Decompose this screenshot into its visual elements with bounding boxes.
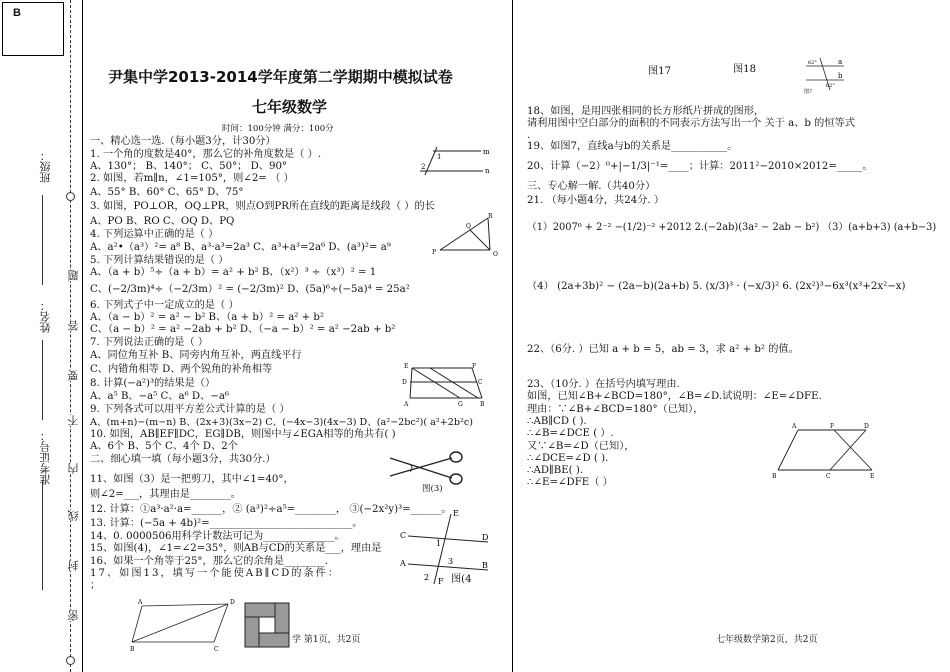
question-19: 19、如图7，直线a与b的关系是___________。 <box>527 141 738 152</box>
proof-line-7: ∴∠E=∠DFE（ ） <box>527 477 613 488</box>
figure-18-squares <box>244 602 290 648</box>
question-13: 13. 计算：(−5a + 4b)²=____________________________。 <box>90 518 363 529</box>
binding-hole <box>66 192 75 201</box>
question-20: 20、计算（−2）⁰+|−1/3|⁻¹=____；计算：2011²−2010×2012=_____。 <box>527 161 873 172</box>
proof-line-3: ∴∠B=∠DCE ( ）. <box>527 428 614 439</box>
exam-subtitle: 七年级数学 <box>252 98 328 116</box>
q23-a-label: A <box>792 423 797 430</box>
q10-f-label: F <box>472 363 477 370</box>
seal-char: 要 <box>67 370 80 381</box>
proof-line-1: 理由：∵∠B+∠BCD=180°（已知）， <box>527 404 704 415</box>
proof-line-6: ∴AD∥BE( ). <box>527 465 584 476</box>
figure-18-caption: 图18 <box>733 64 757 75</box>
question-11-line2: 则∠2=___，其理由是________。 <box>90 489 241 500</box>
seal-char: 内 <box>67 463 80 474</box>
seal-char: 封 <box>67 560 80 571</box>
question-23-statement: 如图，已知∠B+∠BCD=180°，∠B=∠D.试说明：∠E=∠DFE. <box>527 391 822 402</box>
question-8-options: A、a⁵ B、−a⁵ C、a⁶ D、−a⁶ <box>90 391 229 402</box>
question-4: 4. 下列运算中正确的是（ ） <box>90 229 219 240</box>
q2-figure <box>415 145 490 177</box>
code-box-label: B <box>13 7 21 19</box>
question-23: 23、（10分. ）在括号内填写理由. <box>527 379 680 390</box>
exam-meta: 时间：100分钟 满分：100分 <box>222 124 334 134</box>
question-10-options: A、6个 B、5个 C、4个 D、2个 <box>90 441 238 452</box>
fig13-a-label: A <box>138 599 143 606</box>
fig7-a-label: a <box>838 58 843 66</box>
seal-char: 密 <box>67 610 80 621</box>
class-field-line <box>42 195 43 285</box>
section-3-heading: 三、专心解一解.（共40分） <box>527 181 656 192</box>
q10-c-label: C <box>478 379 483 386</box>
question-5-options-ab: A、（a + b）⁵÷（a + b）= a² + b² B、（x²）³ ÷（x³）² = 1 <box>90 267 377 278</box>
binding-hole <box>66 656 75 665</box>
q2-n-label: n <box>485 167 490 175</box>
right-footer: 七年级数学第2页，共2页 <box>716 635 818 645</box>
q23-e-label: E <box>870 473 875 480</box>
ticket-field-line <box>42 480 43 590</box>
question-21: 21. （每小题4分，共24分. ） <box>527 195 665 206</box>
question-17-line2: ； <box>90 580 101 591</box>
page-divider <box>512 0 513 672</box>
q23-figure <box>768 420 880 482</box>
q10-figure <box>400 360 490 408</box>
question-4-options: A、a²•（a³）²= a⁸ B、a³·a³=2a³ C、a³+a³=2a⁶ D、(a³)²= a⁹ <box>90 242 391 253</box>
question-5: 5. 下列计算结果错误的是（ ） <box>90 255 229 266</box>
question-11-line1: 11、如图（3）是一把剪刀，其中∠1=40°， <box>90 474 294 485</box>
question-7-options-cd: C、内错角相等 D、两个锐角的补角相等 <box>90 364 273 375</box>
question-6: 6. 下列式子中一定成立的是（ ） <box>90 300 239 311</box>
exam-title: 尹集中学2013-2014学年度第二学期期中模拟试卷 <box>108 68 453 86</box>
fig13-b-label: B <box>130 646 135 652</box>
name-field-line <box>42 340 43 420</box>
q10-g-label: G <box>458 401 463 408</box>
q3-p-label: P <box>432 249 437 256</box>
q23-c-label: C <box>826 473 831 480</box>
question-6-options-cd: C、（a − b）² = a² −2ab + b² D、（−a − b）² = a² −2ab + b² <box>90 324 396 335</box>
q3-r-label: R <box>488 213 493 220</box>
fig13-c-label: C <box>214 646 219 652</box>
q10-b-label: B <box>480 401 485 408</box>
q10-e-label: E <box>404 363 409 370</box>
fig4-angle-3: 3 <box>448 557 454 566</box>
question-1: 1. 一个角的度数是40°，那么它的补角度数是（ ）. <box>90 149 322 160</box>
question-16: 16、如果一个角等于25°，那么它的余角是________. <box>90 556 329 567</box>
q2-angle-2: 2 <box>421 163 426 171</box>
seal-char: 题 <box>67 270 80 281</box>
question-3: 3. 如图，PO⊥OR，OQ⊥PR，则点O到PR所在直线的距离是线段（ ）的长 <box>90 201 435 212</box>
fig4-b-label: B <box>482 561 488 570</box>
q10-a-label: A <box>404 401 409 408</box>
page-border-left <box>82 0 83 672</box>
q2-angle-1: 1 <box>437 153 442 161</box>
q10-d-label: D <box>402 379 407 386</box>
fig7-angle-top: 62° <box>808 60 817 66</box>
q3-figure <box>432 212 502 258</box>
fig7-b-label: b <box>838 72 843 80</box>
fig4-c-label: C <box>400 531 407 540</box>
fig13-d-label: D <box>230 599 235 606</box>
figure-13 <box>130 598 250 652</box>
question-1-options: A、130°； B、140°； C、50°； D、90° <box>90 161 288 172</box>
q3-q-label: Q <box>466 223 471 230</box>
seal-char: 线 <box>67 510 80 521</box>
question-5-options-cd: C、(−2/3m)⁴÷（−2/3m）² = (−2/3m)² D、(5a)⁶÷(−5a)⁴ = 25a² <box>90 284 410 295</box>
question-2-options: A、55° B、60° C、65° D、75° <box>90 187 244 198</box>
figure-7 <box>800 56 850 96</box>
question-7: 7. 下列说法正确的是（ ） <box>90 337 209 348</box>
ticket-label: 准考证号： <box>39 430 52 485</box>
name-label: 姓名： <box>39 300 52 333</box>
question-10: 10. 如图，AB∥EF∥DC，EG∥DB，则图中与∠EGA相等的角共有( ) <box>90 429 396 440</box>
fig7-angle-bottom: 62° <box>826 83 835 89</box>
left-footer: 学 第1页，共2页 <box>292 635 361 645</box>
question-21-row1: （1）2007⁰ + 2⁻² −(1/2)⁻² +2012 2.(−2ab)(3a² − 2ab − b²) （3）(a+b+3) (a+b−3) <box>527 222 937 233</box>
question-7-options-ab: A、同位角互补 B、同旁内角互补，两直线平行 <box>90 350 302 361</box>
question-22: 22、（6分. ）已知 a + b = 5，ab = 3，求 a² + b² 的值。 <box>527 344 799 355</box>
q3-o-label: O <box>493 251 498 258</box>
question-8: 8. 计算(−a²)³的结果是（） <box>90 378 216 389</box>
proof-line-5: ∴∠DCE=∠D ( ). <box>527 453 609 464</box>
question-2: 2. 如图，若m∥n，∠1=105°，则∠2= （ ） <box>90 173 294 184</box>
question-17-line1: 17、如图13，填写一个能使AB∥CD的条件： <box>90 568 341 579</box>
fig4-a-label: A <box>400 559 406 568</box>
q2-m-label: m <box>483 148 490 156</box>
question-15: 15、如图(4)，∠1=∠2=35°，则AB与CD的关系是___，理由是 <box>90 543 382 554</box>
figure-3-caption: 图(3) <box>422 484 443 494</box>
question-18-line3: . <box>527 130 531 141</box>
section-2-heading: 二、细心填一填（每小题3分，共30分.） <box>90 454 276 465</box>
question-18-line2: 请利用图中空白部分的面积的不同表示方法写出一个 关于 a、b 的恒等式 <box>527 118 855 129</box>
question-9: 9. 下列各式可以用平方差公式计算的是（ ） <box>90 404 290 415</box>
figure-4 <box>396 510 496 586</box>
question-6-options-ab: A、（a − b）² = a² − b² B、（a + b）² = a² + b² <box>90 312 324 323</box>
q23-b-label: B <box>772 473 777 480</box>
question-3-options: A、PO B、RO C、OQ D、PQ <box>90 216 235 227</box>
figure-17-caption: 图17 <box>648 66 672 77</box>
q23-d-label: D <box>864 423 869 430</box>
figure-4-caption: 图(4 <box>451 574 472 585</box>
seal-char: 答 <box>67 320 80 331</box>
seal-line <box>70 0 71 672</box>
question-18-line1: 18、如图，是用四张相同的长方形纸片拼成的图形， <box>527 106 765 117</box>
fig4-d-label: D <box>482 533 489 542</box>
proof-line-2: ∴AB∥CD ( ). <box>527 416 587 427</box>
seal-char: 不 <box>67 415 80 426</box>
code-box <box>2 2 64 56</box>
proof-line-4: 又∵∠B=∠D（已知）， <box>527 441 635 452</box>
fig7-caption: 图7 <box>804 89 813 95</box>
fig4-e-label: E <box>453 510 459 518</box>
class-label: 班级： <box>39 150 52 183</box>
question-9-options: A、(m+n)−(m−n) B、(2x+3)(3x−2) C、(−4x−3)(4x−3) D、(a²−2bc²)( a²+2b²c) <box>90 417 473 428</box>
fig4-angle-1: 1 <box>436 539 442 548</box>
question-21-row2: （4） (2a+3b)² − (2a−b)(2a+b) 5. (x/3)³ · (−x/3)² 6. (2x²)³−6x³(x³+2x²−x) <box>527 281 906 292</box>
question-12: 12. 计算：①a³·a²·a=______，② (a³)²÷a⁵=________， ③(−2x²y)³=______。 <box>90 504 452 515</box>
fig4-f-label: F <box>438 577 444 586</box>
section-1-heading: 一、精心选一选.（每小题3分，计30分） <box>90 136 276 147</box>
fig4-angle-2: 2 <box>424 573 430 582</box>
question-14: 14、0. 0000506用科学计数法可记为______________。 <box>90 531 345 542</box>
q23-f-label: F <box>830 423 835 430</box>
